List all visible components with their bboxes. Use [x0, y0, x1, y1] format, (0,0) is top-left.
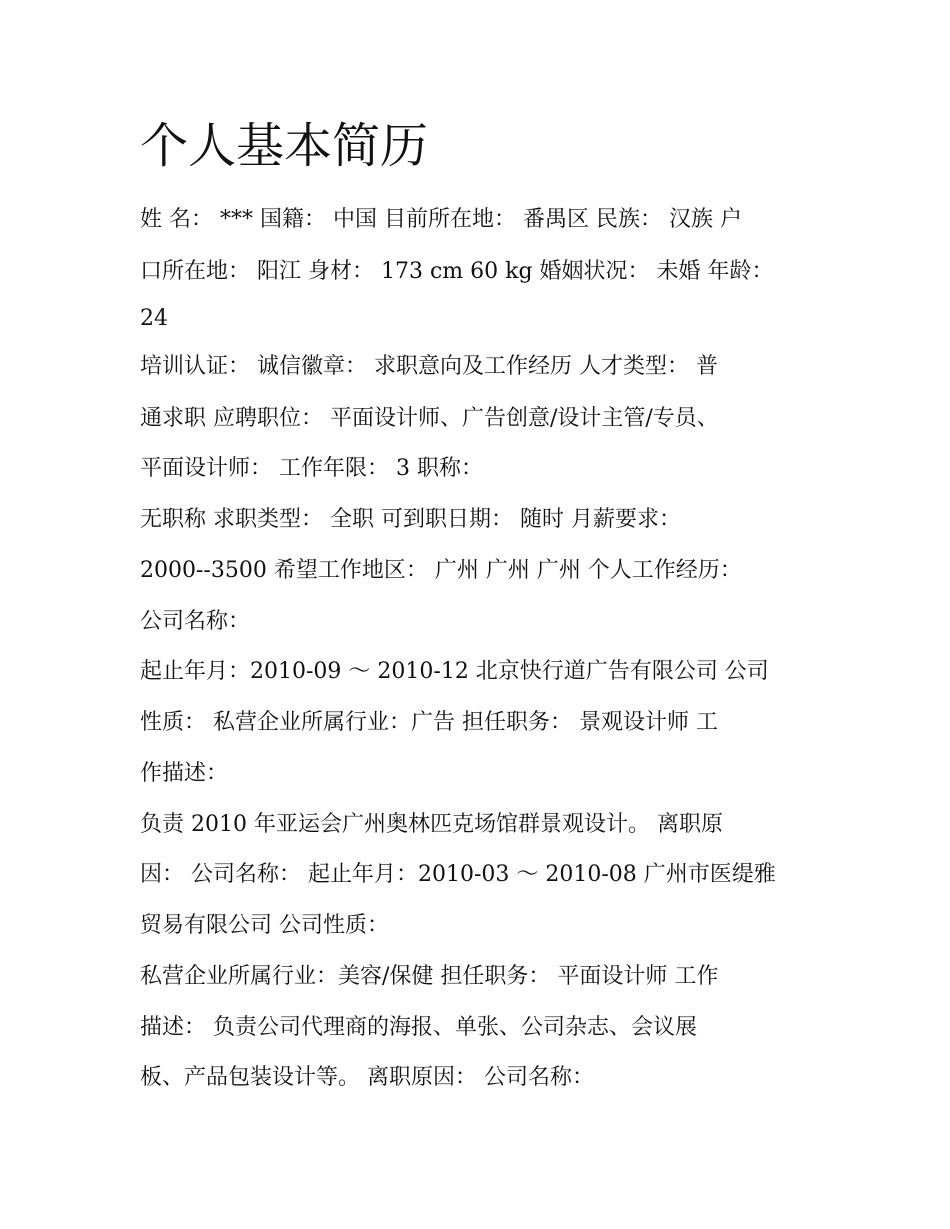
text-line: 板、产品包装设计等。 离职原因： 公司名称： [140, 1065, 594, 1090]
text-line: 因： 公司名称： 起止年月：2010-03 ～ 2010-08 广州市医缇雅 [140, 862, 776, 887]
text-line: 姓 名： *** 国籍： 中国 目前所在地： 番禺区 民族： 汉族 户 [140, 207, 742, 232]
text-line: 培训认证： 诚信徽章： 求职意向及工作经历 人才类型： 普 [140, 354, 718, 379]
text-line: 私营企业所属行业：美容/保健 担任职务： 平面设计师 工作 [140, 964, 719, 989]
text-line: 通求职 应聘职位： 平面设计师、广告创意/设计主管/专员、 [140, 406, 719, 431]
text-line: 性质： 私营企业所属行业：广告 担任职务： 景观设计师 工 [140, 710, 718, 735]
text-line: 24 [140, 306, 168, 331]
text-line: 2000--3500 希望工作地区： 广州 广州 广州 个人工作经历： [140, 558, 742, 583]
text-line: 负责 2010 年亚运会广州奥林匹克场馆群景观设计。 离职原 [140, 812, 723, 837]
text-line: 贸易有限公司 公司性质： [140, 913, 389, 938]
text-line: 描述： 负责公司代理商的海报、单张、公司杂志、会议展 [140, 1015, 697, 1040]
text-line: 起止年月：2010-09 ～ 2010-12 北京快行道广告有限公司 公司 [140, 659, 769, 684]
text-line: 平面设计师： 工作年限： 3 职称： [140, 456, 483, 481]
text-line: 无职称 求职类型： 全职 可到职日期： 随时 月薪要求： [140, 507, 681, 532]
text-line: 口所在地： 阳江 身材： 173 cm 60 kg 婚姻状况： 未婚 年龄： [140, 259, 774, 284]
text-line: 作描述： [140, 761, 229, 786]
page-title: 个人基本简历 [140, 118, 429, 174]
text-line: 公司名称： [140, 609, 251, 634]
